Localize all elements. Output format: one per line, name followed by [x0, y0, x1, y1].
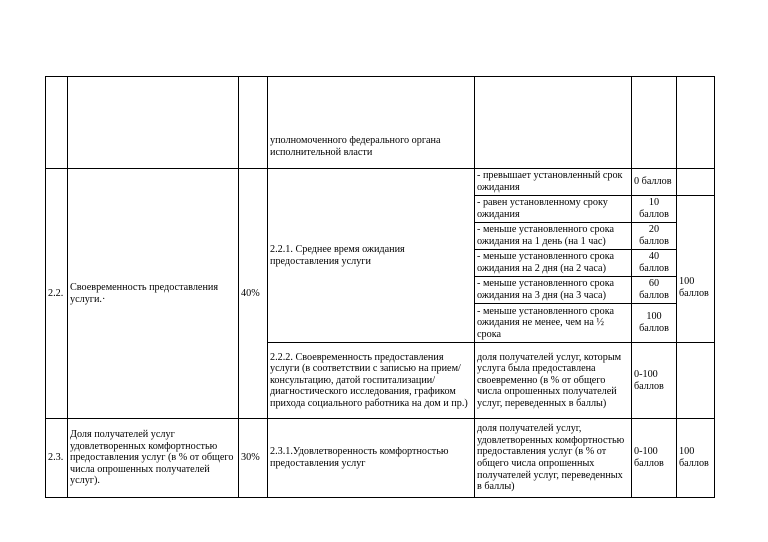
option-score: 40 баллов — [632, 250, 677, 277]
criterion-number: 2.2. — [46, 169, 68, 419]
option-score: 20 баллов — [632, 223, 677, 250]
indicator-score: 0-100 баллов — [632, 343, 677, 419]
indicator-score: 0-100 баллов — [632, 419, 677, 498]
option-text: - меньше установленного срока ожидания на 1 день (на 1 час) — [475, 223, 632, 250]
cell-empty — [46, 77, 68, 169]
cell-empty — [677, 343, 715, 419]
option-score: 10 баллов — [632, 196, 677, 223]
criterion-name: Своевременность предоставления услуги.· — [68, 169, 239, 419]
criteria-table — [45, 76, 715, 498]
max-score: 100 баллов — [677, 419, 715, 498]
option-score: 100 баллов — [632, 304, 677, 343]
cell-empty — [677, 77, 715, 169]
indicator-description: доля получателей услуг, которым услуга была предоставлена своевременно (в % от общего числа опрошенных получателей услуг, переведенных в баллы) — [475, 343, 632, 419]
criterion-name: Доля получателей услуг удовлетворенных комфортностью предоставления услуг (в % от общего числа опрошенных получателей услуг). — [68, 419, 239, 498]
option-text: - меньше установленного срока ожидания на 3 дня (на 3 часа) — [475, 277, 632, 304]
cell-empty — [68, 77, 239, 169]
cell-empty — [677, 169, 715, 196]
continuation-text: уполномоченного федерального органа исполнительной власти — [268, 77, 475, 169]
option-score: 0 баллов — [632, 169, 677, 196]
cell-empty — [475, 77, 632, 169]
option-text: - превышает установленный срок ожидания — [475, 169, 632, 196]
option-text: - меньше установленного срока ожидания не менее, чем на ½ срока — [475, 304, 632, 343]
cell-empty — [239, 77, 268, 169]
continuation-row — [46, 77, 715, 169]
indicator-description: доля получателей услуг, удовлетворенных комфортностью предоставления услуг (в % от общего числа опрошенных получателей услуг, переведенных в баллы) — [475, 419, 632, 498]
criterion-number: 2.3. — [46, 419, 68, 498]
option-text: - равен установленному сроку ожидания — [475, 196, 632, 223]
indicator-name: 2.2.1. Среднее время ожидания предоставления услуги — [268, 169, 475, 343]
option-score: 60 баллов — [632, 277, 677, 304]
indicator-name: 2.3.1.Удовлетворенность комфортностью предоставления услуг — [268, 419, 475, 498]
table-row — [46, 169, 715, 196]
cell-empty — [632, 77, 677, 169]
criterion-weight: 40% — [239, 169, 268, 419]
table-row — [46, 419, 715, 498]
indicator-name: 2.2.2. Своевременность предоставления услуги (в соответствии с записью на прием/консультацию, датой госпитализации/диагностического исследования, графиком прихода социального работника на дом и пр.) — [268, 343, 475, 419]
option-text: - меньше установленного срока ожидания на 2 дня (на 2 часа) — [475, 250, 632, 277]
criterion-weight: 30% — [239, 419, 268, 498]
max-score: 100 баллов — [677, 196, 715, 343]
